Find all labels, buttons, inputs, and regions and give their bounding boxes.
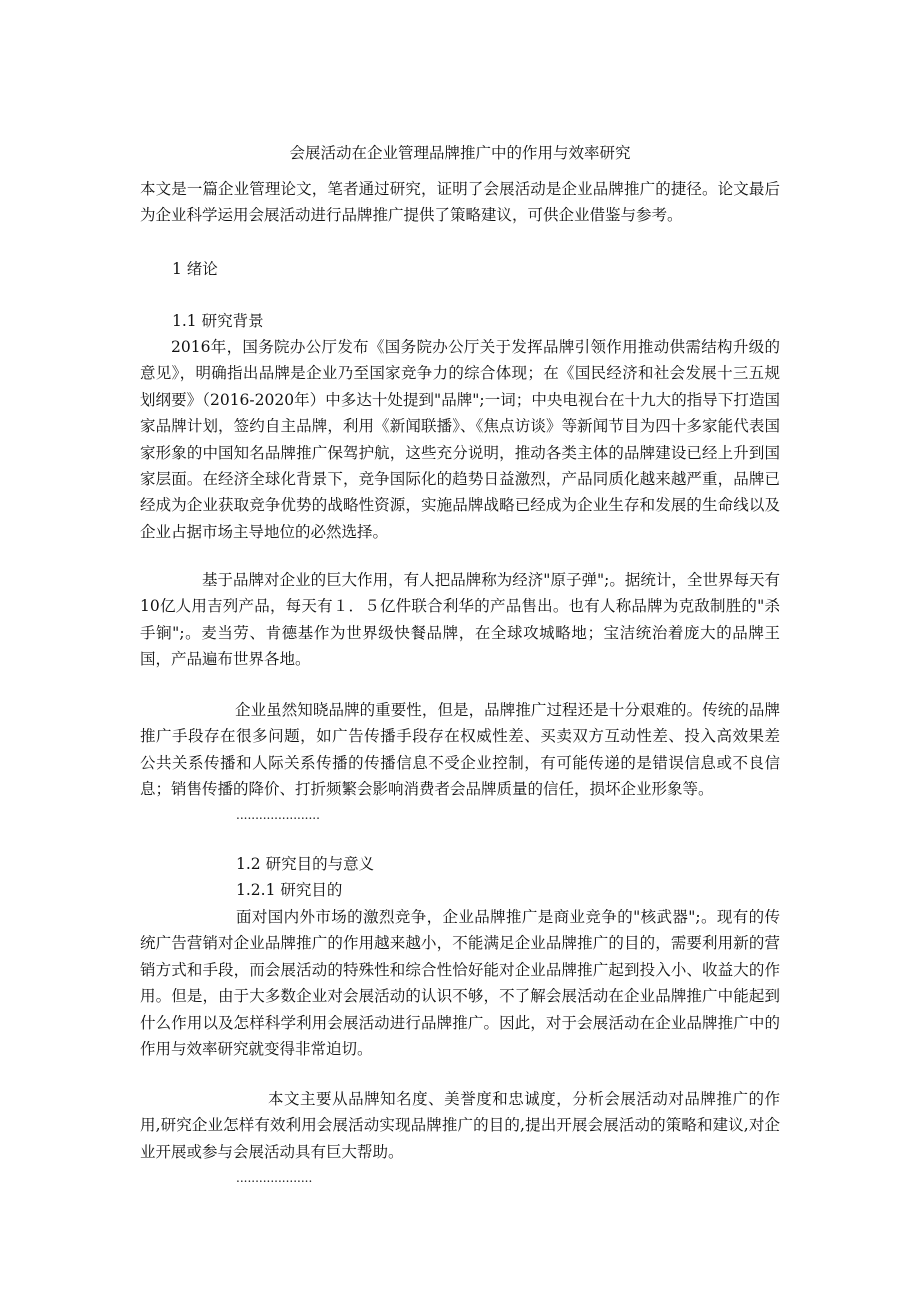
section-1-heading: 1 绪论 xyxy=(172,260,218,278)
promotion-difficulty-paragraph: 企业虽然知晓品牌的重要性，但是，品牌推广过程还是十分艰难的。传统的品牌推广手段存在很多问题，如广告传播手段存在权威性差、买卖双方互动性差、投入高效果差 公共关系传播和人际关系传播的传播信息不受企业控制，有可能传递的是错误信息或不良信息；销售传播的降价、打折频繁会影响消费者会品牌质量的信任，损坏企业形象等。 xyxy=(140,701,780,799)
section-1-1-heading: 1.1 研究背景 xyxy=(172,312,264,330)
abstract-paragraph: 本文是一篇企业管理论文，笔者通过研究，证明了会展活动是企业品牌推广的捷径。论文最后为企业科学运用会展活动进行品牌推广提供了策略建议，可供企业借鉴与参考。 xyxy=(140,180,780,225)
research-purpose-paragraph: 面对国内外市场的激烈竞争，企业品牌推广是商业竞争的"核武器";。现有的传统广告营销对企业品牌推广的作用越来越小，不能满足企业品牌推广的目的，需要利用新的营销方式和手段，而会展活动的特殊性和综合性恰好能对企业品牌推广起到投入小、收益大的作用。但是，由于大多数企业对会展活动的认识不够，不了解会展活动在企业品牌推广中能起到什么作用以及怎样科学利用会展活动进行品牌推广。因此，对于会展活动在企业品牌推广中的作用与效率研究就变得非常迫切。 xyxy=(140,908,780,1059)
research-scope-paragraph: 本文主要从品牌知名度、美誉度和忠诚度，分析会展活动对品牌推广的作用,研究企业怎样有效利用会展活动实现品牌推广的目的,提出开展会展活动的策略和建议,对企业开展或参与会展活动具有巨大帮助。 xyxy=(140,1090,780,1161)
ellipsis-marker: ...................... xyxy=(236,808,320,822)
ellipsis-marker-end: .................... xyxy=(236,1171,313,1185)
section-1-2-heading: 1.2 研究目的与意义 xyxy=(236,855,375,873)
brand-power-paragraph: 基于品牌对企业的巨大作用，有人把品牌称为经济"原子弹";。据统计，全世界每天有10亿人用吉列产品，每天有１．５亿件联合利华的产品售出。也有人称品牌为克敌制胜的"杀手锏";。麦当劳、肯德基作为世界级快餐品牌，在全球攻城略地；宝洁统治着庞大的品牌王国，产品遍布世界各地。 xyxy=(140,571,780,669)
document-title: 会展活动在企业管理品牌推广中的作用与效率研究 xyxy=(289,144,631,162)
background-paragraph: 2016年，国务院办公厅发布《国务院办公厅关于发挥品牌引领作用推动供需结构升级的意见》，明确指出品牌是企业乃至国家竞争力的综合体现；在《国民经济和社会发展十三五规划纲要》（2016-2020年）中多达十处提到"品牌";一词；中央电视台在十九大的指导下打造国家品牌计划，签约自主品牌，利用《新闻联播》、《焦点访谈》等新闻节目为四十多家能代表国家形象的中国知名品牌推广保驾护航，这些充分说明，推动各类主体的品牌建设已经上升到国家层面。在经济全球化背景下，竞争国际化的趋势日益激烈，产品同质化越来越严重，品牌已经成为企业获取竞争优势的战略性资源，实施品牌战略已经成为企业生存和发展的生命线以及企业占据市场主导地位的必然选择。 xyxy=(140,338,780,541)
section-1-2-1-heading: 1.2.1 研究目的 xyxy=(236,881,343,899)
